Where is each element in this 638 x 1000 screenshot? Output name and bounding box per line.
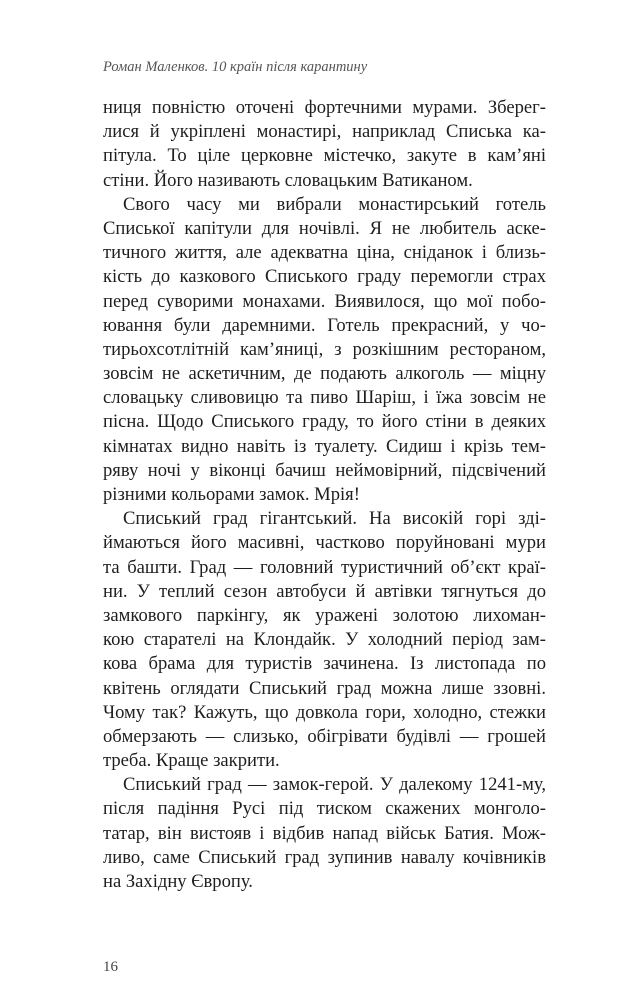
text-line: квітень оглядати Списький град можна лише ззовні.: [103, 677, 546, 699]
text-line: треба. Краще закрити.: [103, 750, 280, 772]
text-line: кова брама для туристів зачинена. Із листопада по: [103, 653, 546, 675]
text-line: та башти. Град — головний туристичний об’єкт краї-: [103, 556, 546, 578]
text-line: Списький град гігантський. На високій горі зді-: [123, 508, 546, 530]
text-line: пітула. То ціле церковне містечко, закуте в кам’яні: [103, 145, 546, 167]
text-line: кість до казкового Списького граду перемогли страх: [103, 266, 546, 288]
text-line: Свого часу ми вибрали монастирський готель: [123, 193, 546, 215]
paragraph: [103, 773, 546, 894]
page-number: 16: [103, 959, 118, 975]
paragraph: [103, 507, 546, 773]
text-line: ймаються його масивні, частково поруйновані мури: [103, 532, 546, 554]
text-line: Списької капітули для ночівлі. Я не любитель аске-: [103, 217, 546, 239]
text-line: Чому так? Кажуть, що довкола гори, холодно, стежки: [103, 701, 546, 723]
text-line: ни. У теплий сезон автобуси й автівки тягнуться до: [103, 580, 546, 602]
text-line: словацьку сливовицю та пиво Шаріш, і їжа зовсім не: [103, 387, 546, 409]
text-line: на Західну Європу.: [103, 871, 253, 892]
text-line: татар, він вистояв і відбив напад військ Батия. Мож-: [103, 822, 546, 844]
text-line: тирьохсотлітній кам’яниці, з розкішним рестораном,: [103, 338, 546, 360]
text-line: Списький град — замок-герой. У далекому 1241-му,: [123, 774, 546, 796]
running-head: Роман Маленков. 10 країн після карантину: [103, 59, 368, 75]
text-line: тичного життя, але адекватна ціна, сніданок і близь-: [103, 242, 546, 264]
text-line: ряву ночі у віконці бачиш неймовірний, підсвічений: [103, 459, 546, 481]
text-line: зовсім не аскетичним, де подають алкоголь — міцну: [103, 363, 546, 385]
text-line: різними кольорами замок. Мрія!: [103, 484, 360, 505]
text-line: лися й укріплені монастирі, наприклад Списька ка-: [103, 121, 546, 143]
text-line: ливо, саме Списький град зупинив навалу кочівників: [103, 846, 546, 868]
text-line: обмерзають — слизько, обігрівати будівлі — грошей: [103, 725, 546, 747]
text-line: стіни. Його називають словацьким Ватиканом.: [103, 169, 473, 191]
text-line: кою старателі на Клондайк. У холодний період зам-: [103, 629, 546, 651]
paragraph: [103, 96, 546, 193]
body-text: [103, 96, 546, 894]
text-line: пісна. Щодо Списького граду, то його стіни в деяких: [103, 411, 546, 433]
text-line: ниця повністю оточені фортечними мурами. Зберег-: [103, 97, 546, 118]
text-line: замкового паркінгу, як уражені золотою лихоман-: [103, 604, 546, 626]
text-line: ювання були даремними. Готель прекрасний, у чо-: [103, 314, 546, 336]
paragraph: [103, 193, 546, 507]
text-line: перед суворими монахами. Виявилося, що мої побо-: [103, 290, 546, 312]
text-line: кімнатах видно навіть із туалету. Сидиш і крізь тем-: [103, 435, 546, 457]
text-line: після падіння Русі під тиском скажених монголо-: [103, 798, 546, 820]
